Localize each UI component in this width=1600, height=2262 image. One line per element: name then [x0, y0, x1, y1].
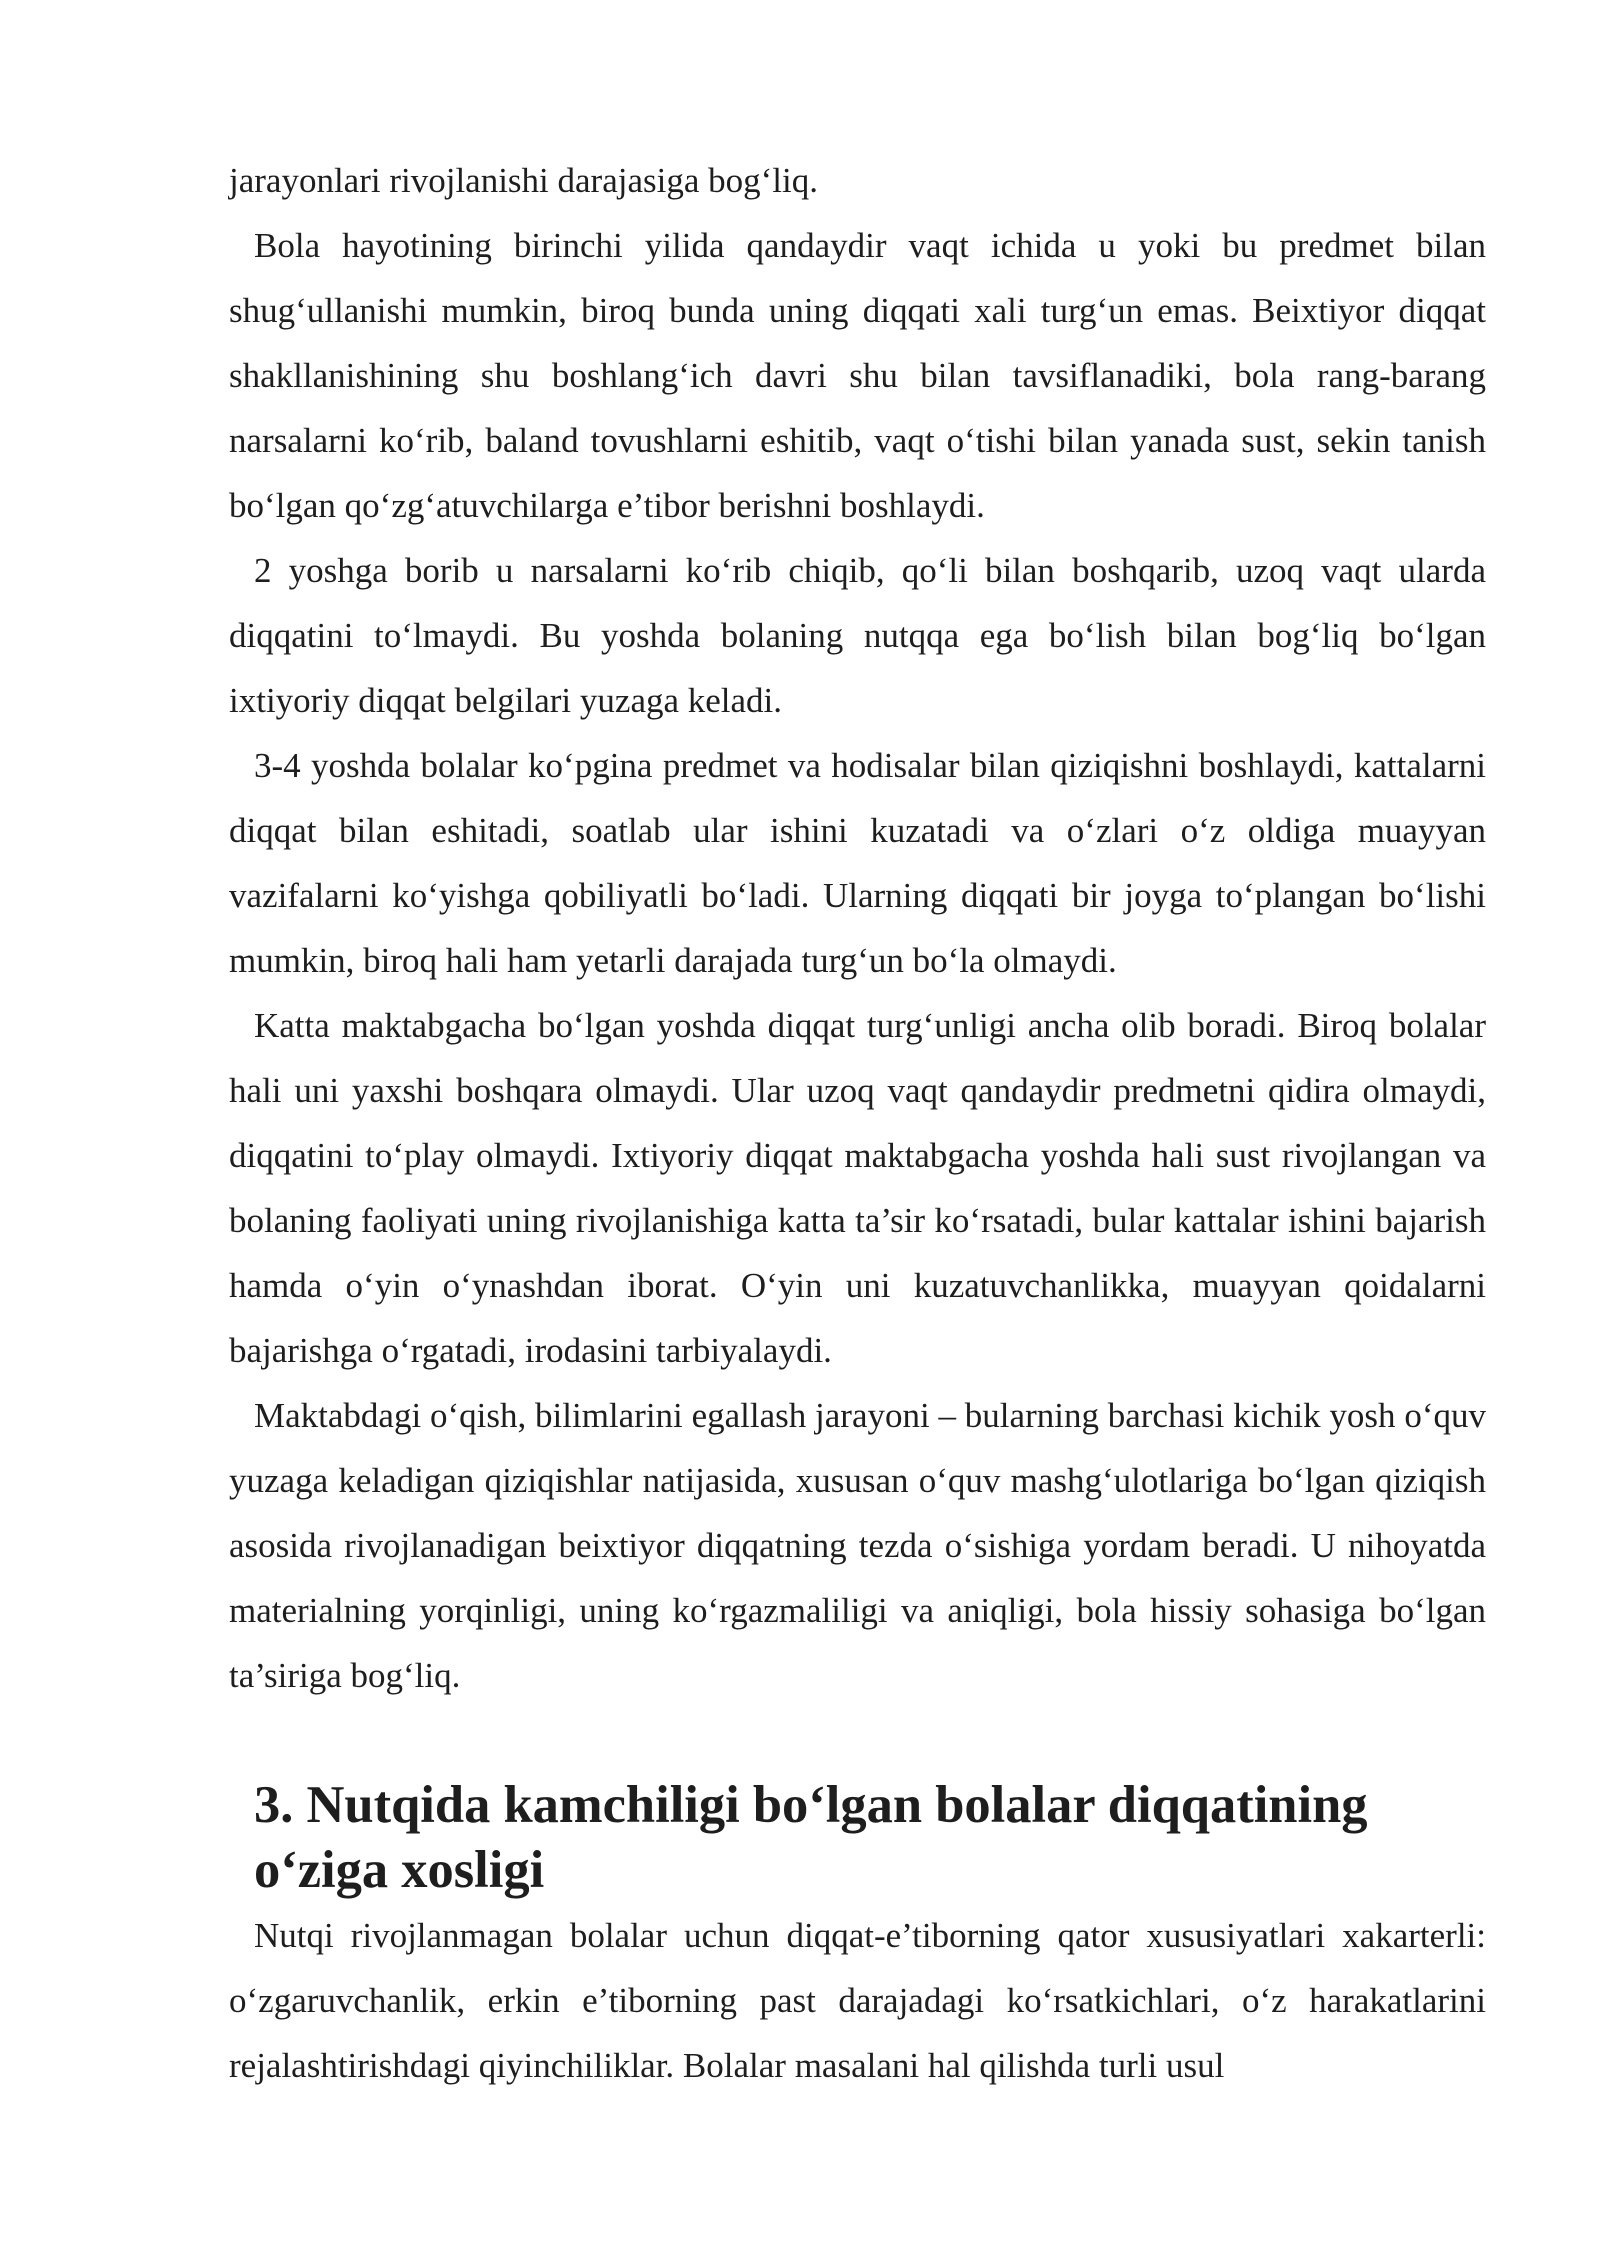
paragraph-speech-deficit: Nutqi rivojlanmagan bolalar uchun diqqat-e’tiborning qator xususiyatlari xakarterli: o‘zgaruvchanlik, erkin e’tiborning past darajadagi ko‘rsatkichlari, o‘z harakatlarini rejalashtirishdagi qiyinchiliklar. Bolalar masalani hal qilishda turli usul	[229, 1916, 1486, 2085]
paragraph-school-age: Maktabdagi o‘qish, bilimlarini egallash jarayoni – bularning barchasi kichik yosh o‘quv yuzaga keladigan qiziqishlar natijasida, xususan o‘quv mashg‘ulotlariga bo‘lgan qiziqish asosida rivojlanadigan beixtiyor diqqatning tezda o‘sishiga yordam beradi. U nihoyatda materialning yorqinligi, uning ko‘rgazmaliligi va aniqligi, bola hissiy sohasiga bo‘lgan ta’siriga bog‘liq.	[229, 1396, 1486, 1695]
paragraph-three-four-years: 3-4 yoshda bolalar ko‘pgina predmet va hodisalar bilan qiziqishni boshlaydi, kattalarni diqqat bilan eshitadi, soatlab ular ishini kuzatadi va o‘zlari o‘z oldiga muayyan vazifalarni ko‘yishga qobiliyatli bo‘ladi. Ularning diqqati bir joyga to‘plangan bo‘lishi mumkin, biroq hali ham yetarli darajada turg‘un bo‘la olmaydi.	[229, 746, 1486, 980]
document-page	[229, 148, 1486, 2098]
paragraph-first-year: Bola hayotining birinchi yilida qandaydir vaqt ichida u yoki bu predmet bilan shug‘ullanishi mumkin, biroq bunda uning diqqati xali turg‘un emas. Beixtiyor diqqat shakllanishining shu boshlang‘ich davri shu bilan tavsiflanadiki, bola rang-barang narsalarni ko‘rib, baland tovushlarni eshitib, vaqt o‘tishi bilan yanada sust, sekin tanish bo‘lgan qo‘zg‘atuvchilarga e’tibor berishni boshlaydi.	[229, 226, 1486, 525]
section-heading: 3. Nutqida kamchiligi bo‘lgan bolalar diqqatining o‘ziga xosligi	[254, 1776, 1368, 1899]
section-spacer	[229, 1708, 1486, 1773]
paragraph-two-years: 2 yoshga borib u narsalarni ko‘rib chiqib, qo‘li bilan boshqarib, uzoq vaqt ularda diqqatini to‘lmaydi. Bu yoshda bolaning nutqqa ega bo‘lish bilan bog‘liq bo‘lgan ixtiyoriy diqqat belgilari yuzaga keladi.	[229, 551, 1486, 720]
paragraph-preschool-age: Katta maktabgacha bo‘lgan yoshda diqqat turg‘unligi ancha olib boradi. Biroq bolalar hali uni yaxshi boshqara olmaydi. Ular uzoq vaqt qandaydir predmetni qidira olmaydi, diqqatini to‘play olmaydi. Ixtiyoriy diqqat maktabgacha yoshda hali sust rivojlangan va bolaning faoliyati uning rivojlanishiga katta ta’sir ko‘rsatadi, bular kattalar ishini bajarish hamda o‘yin o‘ynashdan iborat. O‘yin uni kuzatuvchanlikka, muayyan qoidalarni bajarishga o‘rgatadi, irodasini tarbiyalaydi.	[229, 1006, 1486, 1370]
paragraph-continuation: jarayonlari rivojlanishi darajasiga bog‘liq.	[229, 161, 818, 200]
